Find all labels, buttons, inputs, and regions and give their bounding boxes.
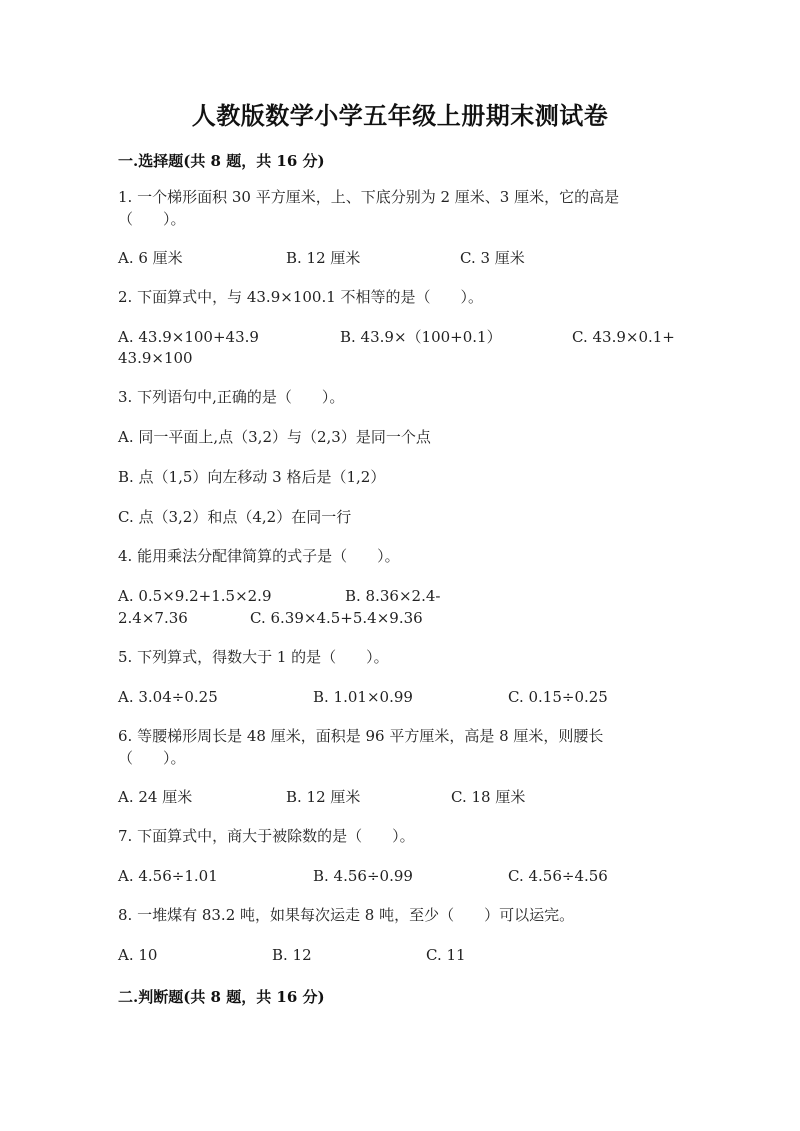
question-4-stem: 4. 能用乘法分配律简算的式子是（ ）。 xyxy=(118,547,400,565)
question-4-option-b: B. 8.36×2.4- xyxy=(345,587,441,605)
question-7-option-b: B. 4.56÷0.99 xyxy=(313,867,413,885)
question-3-option-a: A. 同一平面上,点（3,2）与（2,3）是同一个点 xyxy=(118,428,431,446)
question-7-option-a: A. 4.56÷1.01 xyxy=(118,867,218,885)
exam-title: 人教版数学小学五年级上册期末测试卷 xyxy=(191,101,609,130)
question-1-stem: 1. 一个梯形面积 30 平方厘米，上、下底分别为 2 厘米、3 厘米，它的高是 xyxy=(118,188,620,206)
question-6-stem: 6. 等腰梯形周长是 48 厘米，面积是 96 平方厘米，高是 8 厘米，则腰长 xyxy=(118,727,604,745)
question-1-option-c: C. 3 厘米 xyxy=(460,249,525,267)
question-1-option-a: A. 6 厘米 xyxy=(118,249,183,267)
question-2-option-b: B. 43.9×（100+0.1） xyxy=(340,328,502,346)
question-5-option-b: B. 1.01×0.99 xyxy=(313,688,413,706)
question-7-option-c: C. 4.56÷4.56 xyxy=(508,867,608,885)
question-4-option-c: C. 6.39×4.5+5.4×9.36 xyxy=(250,609,423,627)
question-2-stem: 2. 下面算式中，与 43.9×100.1 不相等的是（ ）。 xyxy=(118,288,484,306)
question-6-option-c: C. 18 厘米 xyxy=(451,788,526,806)
question-3-option-b: B. 点（1,5）向左移动 3 格后是（1,2） xyxy=(118,468,386,486)
question-5-option-c: C. 0.15÷0.25 xyxy=(508,688,608,706)
question-3-option-c: C. 点（3,2）和点（4,2）在同一行 xyxy=(118,508,352,526)
question-4-option-a: A. 0.5×9.2+1.5×2.9 xyxy=(118,587,272,605)
question-1-option-b: B. 12 厘米 xyxy=(286,249,361,267)
question-5-stem: 5. 下列算式，得数大于 1 的是（ ）。 xyxy=(118,648,389,666)
question-6-option-a: A. 24 厘米 xyxy=(118,788,193,806)
section-heading-choice: 一.选择题(共 8 题，共 16 分) xyxy=(118,152,325,170)
question-8-option-a: A. 10 xyxy=(118,946,158,964)
question-2-option-c-cont: 43.9×100 xyxy=(118,349,193,367)
question-8-option-c: C. 11 xyxy=(426,946,466,964)
question-6-stem-cont: （ ）。 xyxy=(118,749,186,767)
question-2-option-a: A. 43.9×100+43.9 xyxy=(118,328,259,346)
question-5-option-a: A. 3.04÷0.25 xyxy=(118,688,218,706)
section-heading-judgment: 二.判断题(共 8 题，共 16 分) xyxy=(118,988,325,1006)
question-3-stem: 3. 下列语句中,正确的是（ ）。 xyxy=(118,388,345,406)
question-1-stem-cont: （ ）。 xyxy=(118,210,186,228)
question-7-stem: 7. 下面算式中，商大于被除数的是（ ）。 xyxy=(118,827,415,845)
question-6-option-b: B. 12 厘米 xyxy=(286,788,361,806)
question-4-option-b-cont: 2.4×7.36 xyxy=(118,609,188,627)
question-8-option-b: B. 12 xyxy=(272,946,312,964)
question-8-stem: 8. 一堆煤有 83.2 吨，如果每次运走 8 吨，至少（ ）可以运完。 xyxy=(118,906,575,924)
question-2-option-c: C. 43.9×0.1+ xyxy=(572,328,675,346)
